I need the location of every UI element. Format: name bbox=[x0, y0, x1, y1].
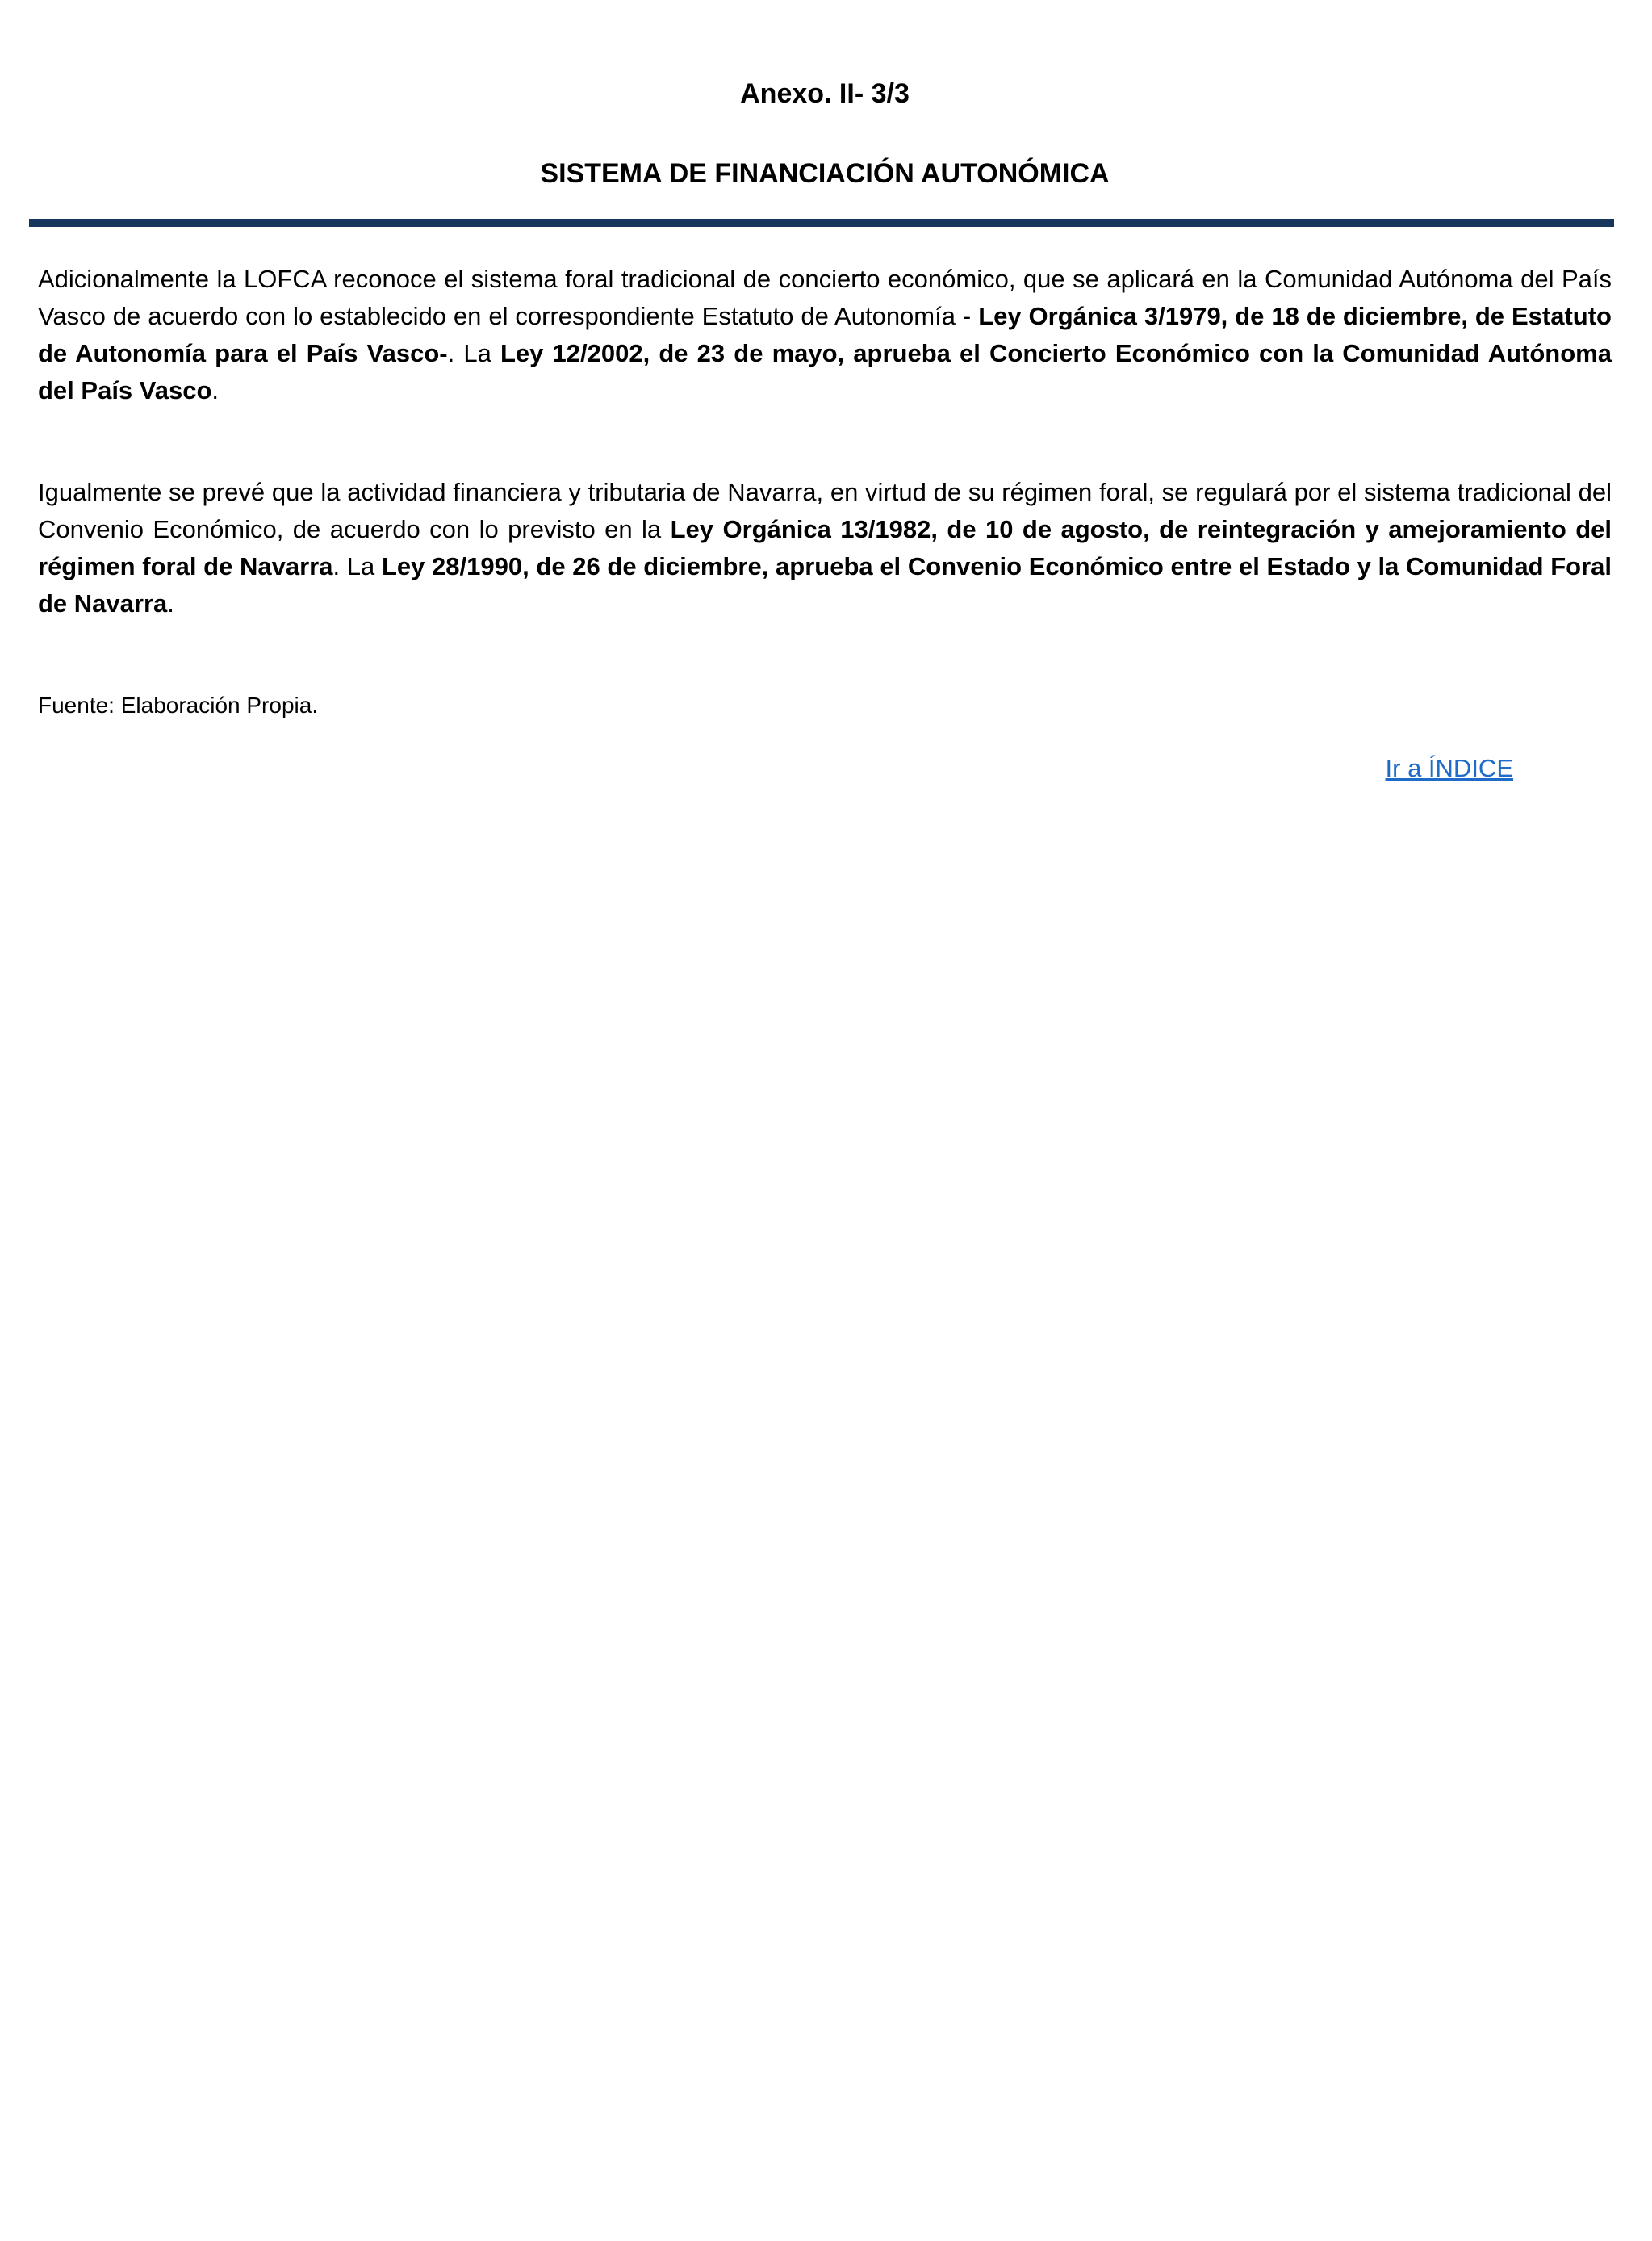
text-run: . La bbox=[447, 338, 500, 367]
text-run: . La bbox=[332, 551, 382, 580]
paragraph-concierto-economico bbox=[38, 261, 1612, 409]
text-run: . bbox=[167, 589, 174, 618]
text-run-bold: Ley Orgánica 3/1979, de 18 de diciembre, de Estatuto de Autonomía para el País Vasco- bbox=[38, 301, 1612, 367]
page-title: Anexo. II- 3/3 bbox=[740, 78, 910, 109]
paragraph-convenio-economico bbox=[38, 474, 1612, 622]
text-run: Igualmente se prevé que la actividad financiera y tributaria de Navarra, en virtud de su régimen foral, se regulará por el sistema tradicional del Convenio Económico, de acuerdo con lo previsto en la bbox=[38, 477, 1612, 543]
text-run-bold: Ley 28/1990, de 26 de diciembre, aprueba el Convenio Económico entre el Estado y la Comunidad Foral de Navarra bbox=[38, 551, 1612, 618]
index-link-row bbox=[38, 753, 1612, 783]
text-run-bold: Ley Orgánica 13/1982, de 10 de agosto, de reintegración y amejoramiento del régimen foral de Navarra bbox=[38, 514, 1612, 580]
text-run: Adicionalmente la LOFCA reconoce el sistema foral tradicional de concierto económico, que se aplicará en la Comunidad Autónoma del País Vasco de acuerdo con lo establecido en el correspondiente Estatuto de Autonomía - bbox=[38, 264, 1612, 330]
index-link[interactable]: Ir a ÍNDICE bbox=[1385, 753, 1513, 782]
page-subtitle: SISTEMA DE FINANCIACIÓN AUTONÓMICA bbox=[540, 158, 1110, 190]
text-run: . bbox=[211, 375, 220, 404]
header-divider bbox=[29, 219, 1614, 227]
text-run-bold: Ley 12/2002, de 23 de mayo, aprueba el Concierto Económico con la Comunidad Autónoma del País Vasco bbox=[38, 338, 1612, 404]
source-note: Fuente: Elaboración Propia. bbox=[38, 692, 319, 718]
